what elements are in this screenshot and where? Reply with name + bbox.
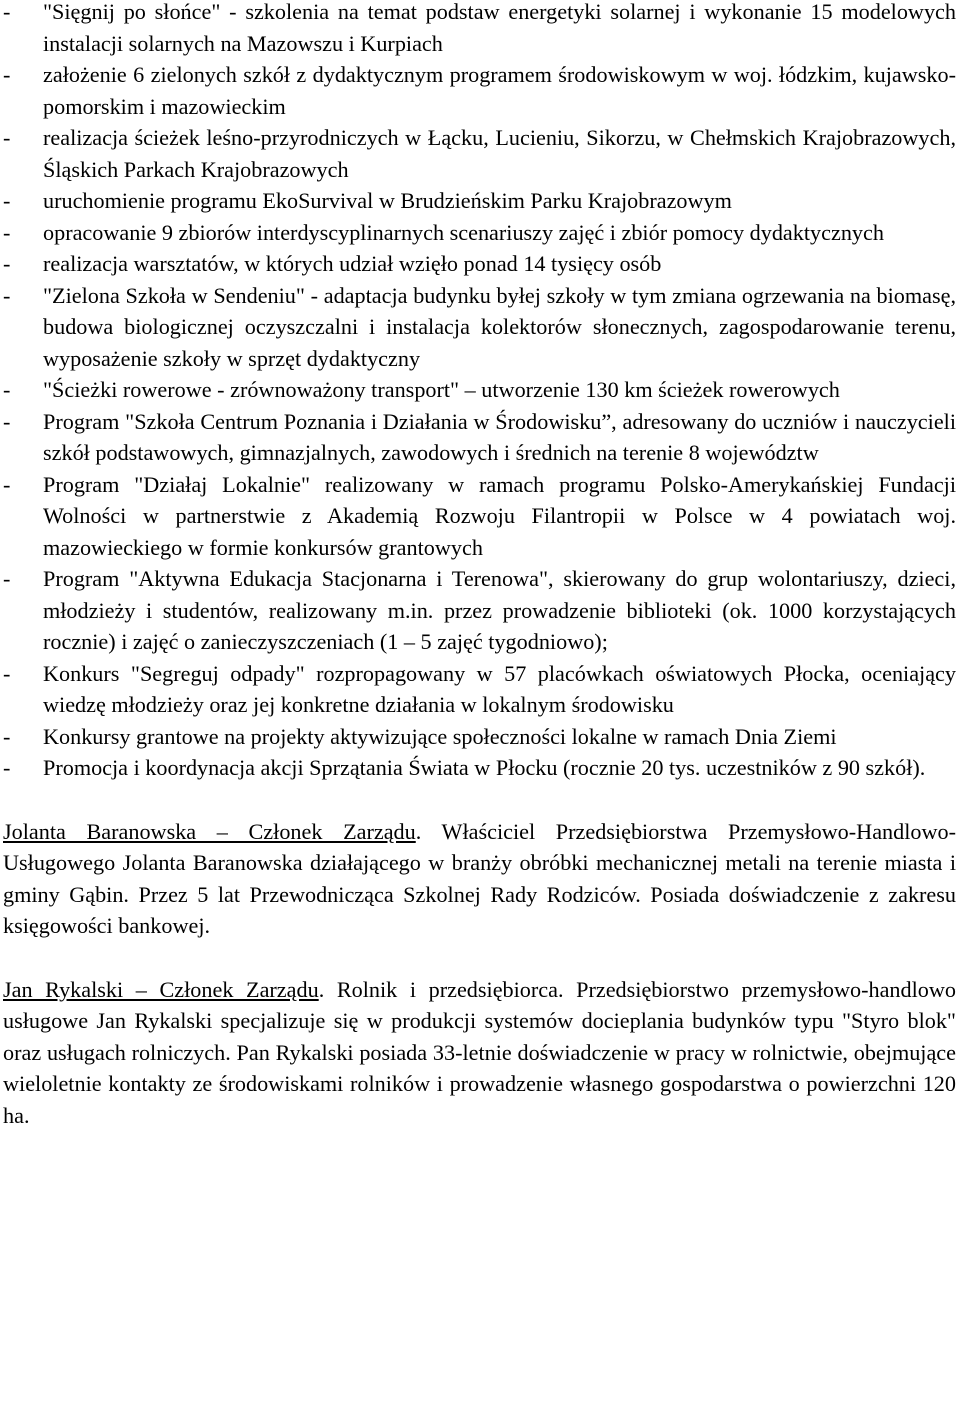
list-item — [0, 563, 960, 658]
list-item-text: realizacja ścieżek leśno-przyrodniczych w Łącku, Lucieniu, Sikorzu, w Chełmskich Krajobrazowych, Śląskich Parkach Krajobrazowych — [43, 125, 956, 182]
list-dash: - — [3, 282, 11, 308]
list-item-text: Program "Aktywna Edukacja Stacjonarna i Terenowa", skierowany do grup wolontariuszy, dzieci, młodzieży i studentów, realizowany m.in. przez prowadzenie biblioteki (ok. 1000 korzystających rocznie) i zajęć o zanieczyszczeniach (1 – 5 zajęć tygodniowo); — [43, 566, 956, 654]
list-item — [0, 59, 960, 122]
bio-text: . Rolnik i przedsiębiorca. Przedsiębiorstwo przemysłowo-handlowo usługowe Jan Rykalski specjalizuje się w produkcji systemów docieplania budynków typu "Styro blok" oraz usługach rolniczych. Pan Rykalski posiada 33-letnie doświadczenie w pracy w rolnictwie, obejmujące wieloletnie kontakty ze środowiskami rolników i prowadzenie własnego gospodarstwa o powierzchni 120 ha. — [3, 976, 956, 1128]
list-item-text: Promocja i koordynacja akcji Sprzątania Świata w Płocku (rocznie 20 tys. uczestników z 90 szkół). — [43, 755, 926, 780]
list-dash: - — [3, 471, 11, 497]
list-item — [0, 185, 960, 217]
list-dash: - — [3, 377, 11, 402]
list-dash: - — [3, 660, 11, 686]
list-dash: - — [3, 62, 11, 87]
board-member-name: Jan Rykalski – Członek Zarządu — [3, 976, 319, 1002]
board-member-name: Jolanta Baranowska – Członek Zarządu — [3, 818, 416, 844]
list-item-text: realizacja warsztatów, w których udział wzięło ponad 14 tysięcy osób — [43, 251, 662, 276]
list-item-text: "Zielona Szkoła w Sendeniu" - adaptacja budynku byłej szkoły w tym zmiana ogrzewania na biomasę, budowa biologicznej oczyszczalni i instalacja kolektorów słonecznych, zagospodarowanie terenu, wyposażenie szkoły w sprzęt dydaktyczny — [43, 282, 956, 371]
list-item — [0, 752, 960, 784]
list-dash: - — [3, 723, 11, 749]
list-dash: - — [3, 251, 11, 276]
list-dash: - — [3, 408, 11, 434]
bio-paragraph-baranowska — [0, 816, 960, 942]
list-item — [0, 280, 960, 375]
list-item — [0, 248, 960, 280]
list-dash: - — [3, 188, 11, 213]
list-item — [0, 217, 960, 249]
list-item-text: założenie 6 zielonych szkół z dydaktycznym programem środowiskowym w woj. łódzkim, kujawsko-pomorskim i mazowieckim — [43, 62, 956, 119]
bio-text: . Właściciel Przedsiębiorstwa Przemysłowo-Handlowo-Usługowego Jolanta Baranowska działającego w branży obróbki mechanicznej metali na terenie miasta i gminy Gąbin. Przez 5 lat Przewodnicząca Szkolnej Rady Rodziców. Posiada doświadczenie z zakresu księgowości bankowej. — [3, 818, 956, 938]
list-item — [0, 469, 960, 564]
list-dash: - — [3, 125, 11, 150]
list-item-text: "Sięgnij po słońce" - szkolenia na temat podstaw energetyki solarnej i wykonanie 15 modelowych instalacji solarnych na Mazowszu i Kurpiach — [43, 0, 956, 56]
list-dash: - — [3, 566, 11, 591]
list-item-text: Program "Szkoła Centrum Poznania i Działania w Środowisku”, adresowany do uczniów i nauczycieli szkół podstawowych, gimnazjalnych, zawodowych i średnich na terenie 8 województw — [43, 408, 956, 465]
list-item — [0, 658, 960, 721]
list-item-text: "Ścieżki rowerowe - zrównoważony transport" – utworzenie 130 km ścieżek rowerowych — [43, 377, 840, 402]
list-dash: - — [3, 0, 11, 24]
list-item — [0, 406, 960, 469]
list-item — [0, 374, 960, 406]
list-item — [0, 122, 960, 185]
list-item-text: Konkurs "Segreguj odpady" rozpropagowany w 57 placówkach oświatowych Płocka, oceniający wiedzę młodzieży oraz jej konkretne działania w lokalnym środowisku — [43, 660, 956, 717]
list-item-text: Program "Działaj Lokalnie" realizowany w ramach programu Polsko-Amerykańskiej Fundacji Wolności w partnerstwie z Akademią Rozwoju Filantropii w Polsce w 4 powiatach woj. mazowieckiego w formie konkursów grantowych — [43, 471, 956, 560]
list-dash: - — [3, 755, 11, 780]
list-item — [0, 721, 960, 753]
list-item-text: Konkursy grantowe na projekty aktywizujące społeczności lokalne w ramach Dnia Ziemi — [43, 723, 837, 749]
list-item-text: opracowanie 9 zbiorów interdyscyplinarnych scenariuszy zajęć i zbiór pomocy dydaktycznych — [43, 219, 884, 245]
list-item — [0, 0, 960, 59]
list-dash: - — [3, 219, 11, 245]
bio-paragraph-rykalski — [0, 974, 960, 1132]
list-item-text: uruchomienie programu EkoSurvival w Brudzieńskim Parku Krajobrazowym — [43, 188, 732, 213]
